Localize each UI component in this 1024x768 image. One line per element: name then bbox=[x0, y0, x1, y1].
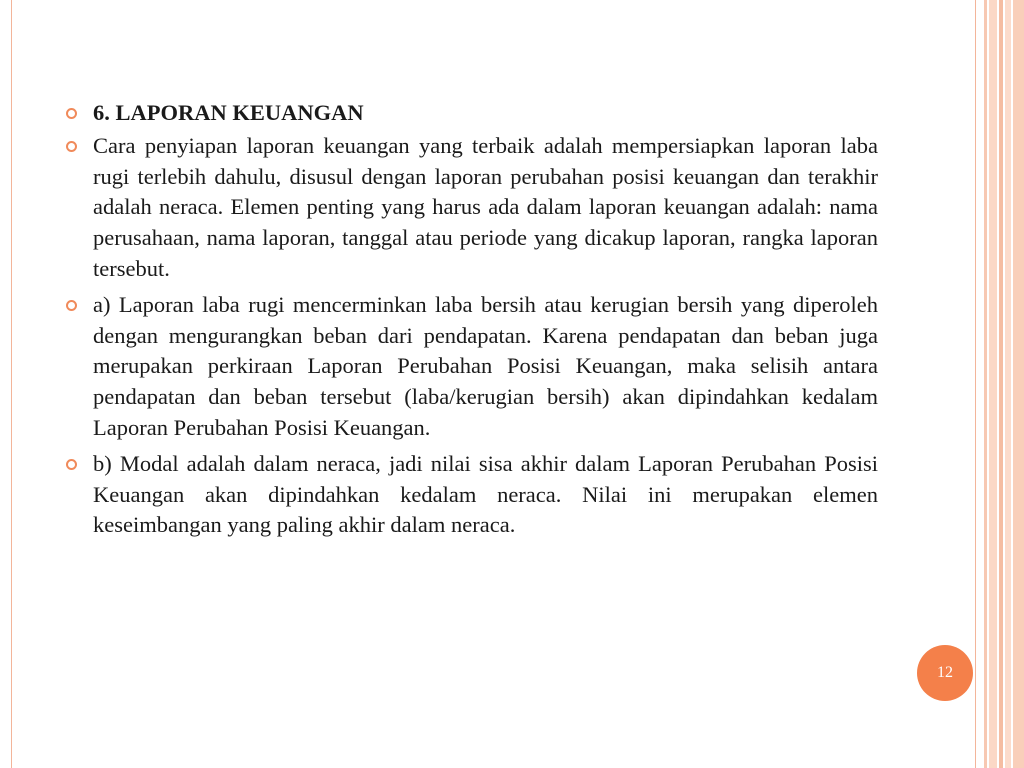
bullet-heading bbox=[66, 98, 878, 129]
page-number-badge bbox=[917, 645, 973, 701]
hollow-circle-bullet-icon bbox=[66, 459, 77, 470]
stripe bbox=[1005, 0, 1011, 768]
hollow-circle-bullet-icon bbox=[66, 141, 77, 152]
stripe bbox=[999, 0, 1003, 768]
paragraph-text: b) Modal adalah dalam neraca, jadi nilai sisa akhir dalam Laporan Perubahan Posisi Keuangan akan dipindahkan kedalam neraca. Nilai ini merupakan elemen keseimbangan yang paling akhir dalam neraca. bbox=[93, 450, 878, 538]
frame-line-left bbox=[11, 0, 12, 768]
stripe bbox=[989, 0, 997, 768]
stripe bbox=[1013, 0, 1024, 768]
slide-content bbox=[66, 98, 878, 546]
hollow-circle-bullet-icon bbox=[66, 108, 77, 119]
bullet-paragraph bbox=[66, 290, 878, 444]
stripe bbox=[984, 0, 987, 768]
bullet-paragraph bbox=[66, 131, 878, 285]
paragraph-text: a) Laporan laba rugi mencerminkan laba bersih atau kerugian bersih yang diperoleh dengan mengurangkan beban dari pendapatan. Karena pendapatan dan beban juga merupakan perkiraan Laporan Perubahan Posisi Keuangan, maka selisih antara pendapatan dan beban tersebut (laba/kerugian bersih) akan dipindahkan kedalam Laporan Perubahan Posisi Keuangan. bbox=[93, 291, 878, 440]
hollow-circle-bullet-icon bbox=[66, 300, 77, 311]
paragraph-text: Cara penyiapan laporan keuangan yang terbaik adalah mempersiapkan laporan laba rugi terlebih dahulu, disusul dengan laporan perubahan posisi keuangan dan terakhir adalah neraca. Elemen penting yang harus ada dalam laporan keuangan adalah: nama perusahaan, nama laporan, tanggal atau periode yang dicakup laporan, rangka laporan tersebut. bbox=[93, 132, 878, 281]
bullet-paragraph bbox=[66, 449, 878, 541]
slide-heading: 6. LAPORAN KEUANGAN bbox=[93, 100, 364, 125]
page-number: 12 bbox=[937, 664, 953, 681]
decorative-stripes bbox=[984, 0, 1024, 768]
frame-line-right bbox=[975, 0, 976, 768]
